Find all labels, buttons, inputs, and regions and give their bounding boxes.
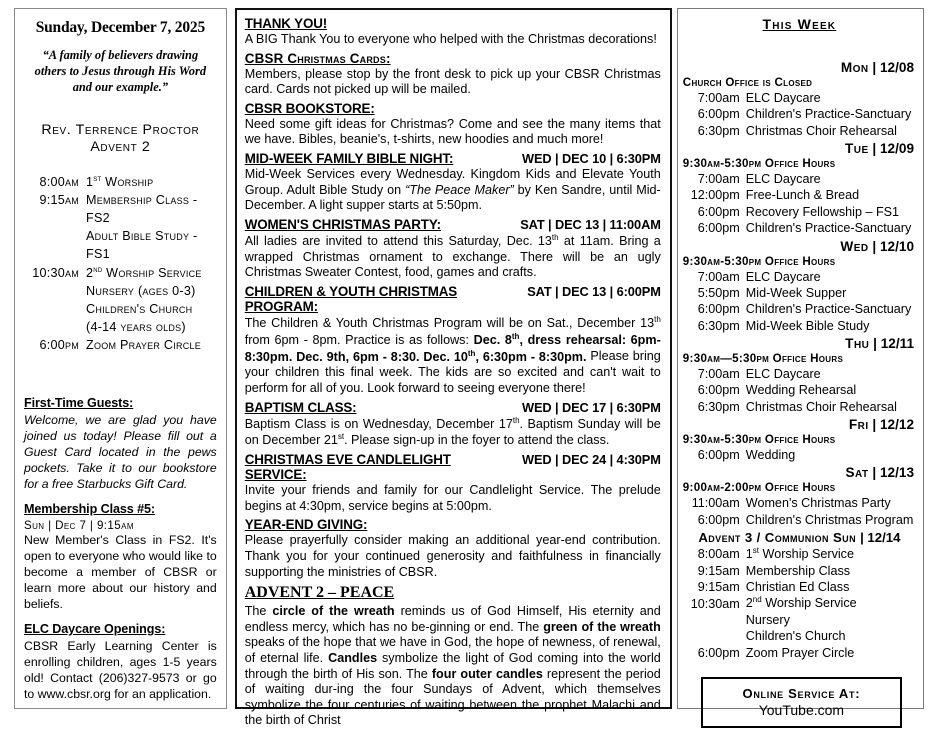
day-event-name: ELC Daycare bbox=[745, 91, 821, 105]
office-hours-note: 9:30am-5:30pm Office Hours bbox=[682, 157, 836, 171]
announcement-body: Please prayerfully consider making an additional year-end contribution. Thank you for your continued generosity and faithfulness in financially supporting the ministries of CBSR. bbox=[244, 533, 661, 579]
day-event-time: 7:00am bbox=[697, 91, 740, 105]
announcement-when: SAT | DEC 13 | 6:00PM bbox=[527, 283, 661, 299]
schedule-row bbox=[24, 173, 217, 192]
announcement-item bbox=[245, 400, 661, 450]
announcement-body: Invite your friends and family for our Candlelight Service. The prelude begins at 4:30pm, service begins at 5:00pm. bbox=[244, 483, 661, 513]
sunday-event-name: Children's Church bbox=[745, 629, 846, 644]
schedule-row bbox=[24, 264, 217, 283]
day-event-list bbox=[683, 171, 916, 236]
schedule-event: 2nd Worship Service bbox=[86, 264, 202, 280]
sunday-event-row bbox=[683, 595, 916, 612]
announcement-item bbox=[245, 452, 661, 514]
announcement-item bbox=[245, 284, 661, 397]
day-event-row bbox=[683, 204, 916, 220]
day-event-name: ELC Daycare bbox=[745, 269, 821, 284]
day-event-time: 6:00pm bbox=[697, 107, 740, 122]
schedule-row bbox=[24, 228, 217, 264]
day-event-row bbox=[683, 123, 916, 139]
schedule-time: 9:15am bbox=[39, 193, 79, 208]
online-service-url[interactable]: YouTube.com bbox=[758, 702, 845, 718]
week-day-date: | 12/13 bbox=[868, 465, 915, 481]
announcement-item bbox=[245, 51, 661, 98]
announcement-item bbox=[245, 517, 661, 580]
day-event-time: 6:00pm bbox=[697, 383, 740, 398]
day-event-name: Recovery Fellowship – FS1 bbox=[745, 204, 900, 219]
service-date: Sunday, December 7, 2025 bbox=[35, 19, 205, 36]
sunday-event-row bbox=[683, 628, 916, 644]
office-hours-note: 9:00am-2:00pm Office Hours bbox=[682, 481, 836, 495]
schedule-time: 6:00pm bbox=[39, 337, 79, 352]
schedule-row bbox=[24, 192, 217, 228]
week-day-header bbox=[683, 336, 916, 351]
day-event-row bbox=[683, 366, 916, 382]
mission-statement: “A family of believers drawing others to Jesus through His Word and our example.” bbox=[34, 48, 207, 94]
announcement-title: CBSR BOOKSTORE: bbox=[244, 100, 375, 116]
day-event-list bbox=[683, 269, 916, 334]
week-day-date: | 12/08 bbox=[868, 60, 915, 75]
schedule-row bbox=[24, 319, 217, 337]
sunday-event-row bbox=[683, 579, 916, 595]
advent-theme-body: The circle of the wreath reminds us of God Himself, His eternity and endless mercy, which has no be-ginning or end. The green of the wreath speaks of the hope that we have in God, the hope of newness, of renewal, of eternal life. Candles symbolize the light of God coming into the world through the birth of His son. The four outer candles represent the period of waiting dur-ing the four Sundays of Advent, which themselves symbolize the four centuries of waiting between the prophet Malachi and the birth of Christ bbox=[244, 604, 661, 728]
office-hours-note: 9:30am-5:30pm Office Hours bbox=[682, 433, 836, 447]
day-event-row bbox=[683, 220, 916, 236]
schedule-row bbox=[24, 337, 217, 355]
this-week-column bbox=[677, 8, 924, 718]
weekly-schedule bbox=[683, 60, 916, 528]
day-event-time: 6:30pm bbox=[697, 123, 740, 138]
week-day-block bbox=[683, 239, 916, 334]
left-column bbox=[14, 8, 227, 709]
office-hours-note: Church Office is Closed bbox=[682, 76, 813, 89]
day-event-time: 7:00am bbox=[697, 366, 740, 381]
day-event-name: Women's Christmas Party bbox=[745, 496, 891, 511]
sunday-event-time: 6:00pm bbox=[697, 645, 740, 660]
day-event-name: Christmas Choir Rehearsal bbox=[745, 123, 897, 138]
announcement-headline bbox=[245, 16, 661, 31]
announcement-headline bbox=[245, 452, 661, 482]
week-day-block bbox=[683, 141, 916, 236]
day-event-name: Mid-Week Supper bbox=[745, 285, 847, 300]
announcement-title: WOMEN'S CHRISTMAS PARTY: bbox=[244, 216, 441, 232]
week-day-header bbox=[683, 417, 916, 432]
sunday-event-row bbox=[683, 563, 916, 579]
sunday-event-name: Membership Class bbox=[745, 563, 851, 578]
day-event-name: Children's Practice-Sanctuary bbox=[745, 107, 912, 122]
day-event-list bbox=[683, 366, 916, 415]
day-event-time: 5:50pm bbox=[697, 285, 740, 300]
this-week-title: This Week bbox=[762, 16, 837, 32]
day-event-time: 11:00am bbox=[691, 496, 740, 511]
sunday-schedule bbox=[24, 173, 217, 354]
announcement-list bbox=[245, 16, 661, 580]
announcements-column bbox=[235, 8, 672, 728]
week-day-label: Sat bbox=[845, 465, 869, 481]
sunday-event-list bbox=[683, 546, 916, 661]
announcement-headline bbox=[245, 517, 661, 532]
sunday-event-name: Nursery bbox=[745, 612, 790, 627]
week-day-label: Mon bbox=[840, 60, 869, 75]
office-hours-note: 9:30am—5:30pm Office Hours bbox=[682, 351, 844, 365]
day-event-time: 6:00pm bbox=[697, 512, 740, 527]
advent-season: Advent 2 bbox=[90, 138, 151, 155]
announcement-headline bbox=[245, 151, 661, 166]
sunday-date: | 12/14 bbox=[860, 530, 901, 546]
announcement-headline bbox=[245, 400, 661, 415]
day-event-name: ELC Daycare bbox=[745, 172, 821, 187]
week-day-label: Tue bbox=[844, 141, 869, 157]
announcement-body: Baptism Class is on Wednesday, December 17th. Baptism Sunday will be on December 21st. Please sign-up in the foyer to attend the class. bbox=[244, 415, 661, 448]
daycare-openings-body: CBSR Early Learning Center is enrolling children, ages 1-5 years old! Contact (206)327-9573 or go to www.cbsr.org for an application. bbox=[24, 639, 217, 702]
day-event-name: ELC Daycare bbox=[745, 366, 821, 381]
schedule-time: 8:00am bbox=[39, 175, 79, 190]
announcement-title: CHRISTMAS EVE CANDLELIGHT SERVICE: bbox=[244, 452, 451, 483]
day-event-row bbox=[683, 171, 916, 187]
week-day-date: | 12/12 bbox=[868, 417, 915, 433]
sunday-event-row bbox=[683, 612, 916, 628]
sunday-event-time: 8:00am bbox=[697, 547, 740, 562]
schedule-event: 1st Worship bbox=[86, 174, 154, 190]
day-event-name: Free-Lunch & Bread bbox=[745, 188, 860, 203]
sunday-event-time: 9:15am bbox=[697, 563, 740, 578]
week-day-label: Wed bbox=[840, 238, 869, 254]
day-event-row bbox=[683, 269, 916, 285]
first-time-guests-body: Welcome, we are glad you have joined us today! Please fill out a Guest Card located in the pews pockets. Take it to our bookstore for a free Starbucks Gift Card. bbox=[24, 413, 217, 492]
announcement-title: BAPTISM CLASS: bbox=[244, 399, 357, 415]
announcement-headline bbox=[245, 284, 661, 314]
sunday-day-label: Sun bbox=[832, 530, 856, 546]
sunday-event-name: 1st Worship Service bbox=[745, 546, 854, 562]
day-event-row bbox=[683, 285, 916, 301]
pastor-name: Rev. Terrence Proctor bbox=[41, 121, 200, 138]
announcement-headline bbox=[245, 51, 661, 66]
announcement-item bbox=[245, 217, 661, 281]
day-event-row bbox=[683, 495, 916, 511]
announcement-body: Members, please stop by the front desk to pick up your CBSR Christmas card. Cards not picked up will be mailed. bbox=[244, 66, 661, 97]
day-event-row bbox=[683, 187, 916, 203]
week-day-block bbox=[683, 417, 916, 463]
week-day-block bbox=[683, 60, 916, 139]
sunday-event-row bbox=[683, 645, 916, 661]
day-event-row bbox=[683, 301, 916, 317]
day-event-row bbox=[683, 90, 916, 106]
sunday-event-time: 9:15am bbox=[697, 580, 740, 595]
sunday-event-name: 2nd Worship Service bbox=[745, 595, 857, 611]
week-day-header bbox=[683, 141, 916, 156]
announcement-headline bbox=[245, 101, 661, 116]
schedule-event: Children's Church bbox=[86, 301, 193, 316]
announcement-body: Need some gift ideas for Christmas? Come and see the many items that we have. Bibles, beanie's, t-shirts, new hoodies and much more! bbox=[244, 116, 661, 147]
sunday-event-name: Zoom Prayer Circle bbox=[745, 645, 855, 660]
schedule-row bbox=[24, 301, 217, 319]
sunday-event-name: Christian Ed Class bbox=[745, 580, 850, 595]
day-event-time: 12:00pm bbox=[690, 188, 740, 203]
announcement-item bbox=[245, 151, 661, 214]
day-event-row bbox=[683, 512, 916, 528]
schedule-event: (4-14 years olds) bbox=[86, 319, 186, 334]
announcement-body: The Children & Youth Christmas Program will be on Sat., December 13th from 6pm - 8pm. Practice is as follows: Dec. 8th, dress rehearsal: 6pm-8:30pm. Dec. 9th, 6pm - 8:30. Dec. 10th, 6:30pm - 8:30pm. Please bring your children this final week. The kids are so excited and can't wait to perform for all of you. Look forward to seeing everyone there! bbox=[244, 314, 661, 395]
announcement-title: CBSR Christmas Cards: bbox=[244, 50, 391, 66]
schedule-row bbox=[24, 283, 217, 301]
day-event-name: Wedding bbox=[745, 448, 796, 463]
day-event-name: Mid-Week Bible Study bbox=[745, 318, 870, 333]
day-event-name: Children's Practice-Sanctuary bbox=[745, 302, 912, 317]
day-event-list bbox=[683, 90, 916, 139]
day-event-list bbox=[683, 447, 916, 463]
office-hours-note: 9:30am-5:30pm Office Hours bbox=[682, 254, 836, 268]
schedule-event: Nursery (ages 0-3) bbox=[86, 283, 196, 298]
day-event-time: 7:00am bbox=[697, 172, 740, 187]
announcement-item bbox=[245, 101, 661, 148]
week-day-date: | 12/09 bbox=[868, 141, 915, 157]
day-event-name: Children's Practice-Sanctuary bbox=[745, 221, 912, 236]
schedule-time: 10:30am bbox=[32, 266, 79, 280]
day-event-list bbox=[683, 495, 916, 528]
advent-theme-title: ADVENT 2 – PEACE bbox=[244, 584, 395, 602]
sunday-advent-label: Advent 3 / Communion bbox=[698, 530, 829, 546]
announcement-when: WED | DEC 17 | 6:30PM bbox=[522, 399, 661, 415]
day-event-time: 6:00pm bbox=[697, 221, 740, 236]
week-day-header bbox=[683, 465, 916, 480]
announcement-body: All ladies are invited to attend this Saturday, Dec. 13th at 11am. Bring a wrapped Christmas ornament to exchange. There will be an ugly Christmas Sweater Contest, food, games and crafts. bbox=[244, 232, 661, 280]
day-event-time: 6:00pm bbox=[697, 302, 740, 317]
day-event-time: 7:00am bbox=[697, 269, 740, 284]
sunday-event-row bbox=[683, 546, 916, 563]
announcement-title: MID-WEEK FAMILY BIBLE NIGHT: bbox=[244, 151, 454, 167]
online-service-label: Online Service At: bbox=[742, 686, 861, 701]
online-service-box[interactable] bbox=[701, 677, 902, 728]
announcement-when: SAT | DEC 13 | 11:00AM bbox=[520, 216, 661, 232]
week-day-header bbox=[683, 60, 916, 75]
week-day-block bbox=[683, 465, 916, 528]
day-event-row bbox=[683, 399, 916, 415]
announcement-body: Mid-Week Services every Wednesday. Kingdom Kids and Elevate Youth Group. Adult Bible Study on “The Peace Maker” by Ken Sandre, until Mid-December. A light supper starts at 5:50pm. bbox=[244, 167, 661, 213]
announcement-when: WED | DEC 10 | 6:30PM bbox=[522, 151, 661, 167]
schedule-event: Adult Bible Study - FS1 bbox=[86, 229, 198, 261]
first-time-guests-heading: First-Time Guests: bbox=[24, 396, 134, 411]
day-event-name: Children's Christmas Program bbox=[745, 512, 914, 527]
daycare-openings-heading: ELC Daycare Openings: bbox=[24, 622, 166, 637]
week-day-label: Thu bbox=[845, 335, 870, 351]
day-event-name: Wedding Rehearsal bbox=[745, 383, 857, 398]
announcement-headline bbox=[245, 217, 661, 232]
week-day-header bbox=[683, 239, 916, 254]
announcement-body: A BIG Thank You to everyone who helped with the Christmas decorations! bbox=[244, 32, 657, 46]
day-event-name: Christmas Choir Rehearsal bbox=[745, 399, 897, 414]
week-day-date: | 12/11 bbox=[869, 335, 915, 351]
day-event-time: 6:00pm bbox=[697, 204, 740, 219]
sunday-event-time: 10:30am bbox=[690, 596, 740, 611]
schedule-event: Membership Class - FS2 bbox=[86, 193, 198, 226]
announcement-item bbox=[245, 16, 661, 48]
day-event-row bbox=[683, 447, 916, 463]
announcement-title: CHILDREN & YOUTH CHRISTMAS PROGRAM: bbox=[244, 283, 458, 314]
day-event-row bbox=[683, 318, 916, 334]
day-event-row bbox=[683, 106, 916, 122]
schedule-event: Zoom Prayer Circle bbox=[86, 337, 202, 352]
week-day-label: Fri bbox=[848, 417, 869, 433]
pastor-and-season bbox=[24, 122, 217, 157]
week-day-date: | 12/10 bbox=[868, 238, 915, 254]
sunday-advent-heading bbox=[683, 530, 916, 545]
membership-class-when: Sun | Dec 7 | 9:15am bbox=[24, 519, 134, 533]
day-event-time: 6:30pm bbox=[697, 318, 740, 333]
announcement-title: THANK YOU! bbox=[244, 16, 328, 31]
day-event-time: 6:00pm bbox=[697, 448, 740, 463]
membership-class-heading: Membership Class #5: bbox=[24, 502, 155, 517]
day-event-time: 6:30pm bbox=[697, 399, 740, 414]
week-day-block bbox=[683, 336, 916, 415]
day-event-row bbox=[683, 382, 916, 398]
announcement-title: YEAR-END GIVING: bbox=[244, 517, 368, 533]
announcement-when: WED | DEC 24 | 4:30PM bbox=[522, 452, 661, 468]
membership-class-body: New Member's Class in FS2. It's open to everyone who would like to become a member of CBSR or learn more about our history and beliefs. bbox=[24, 533, 217, 612]
